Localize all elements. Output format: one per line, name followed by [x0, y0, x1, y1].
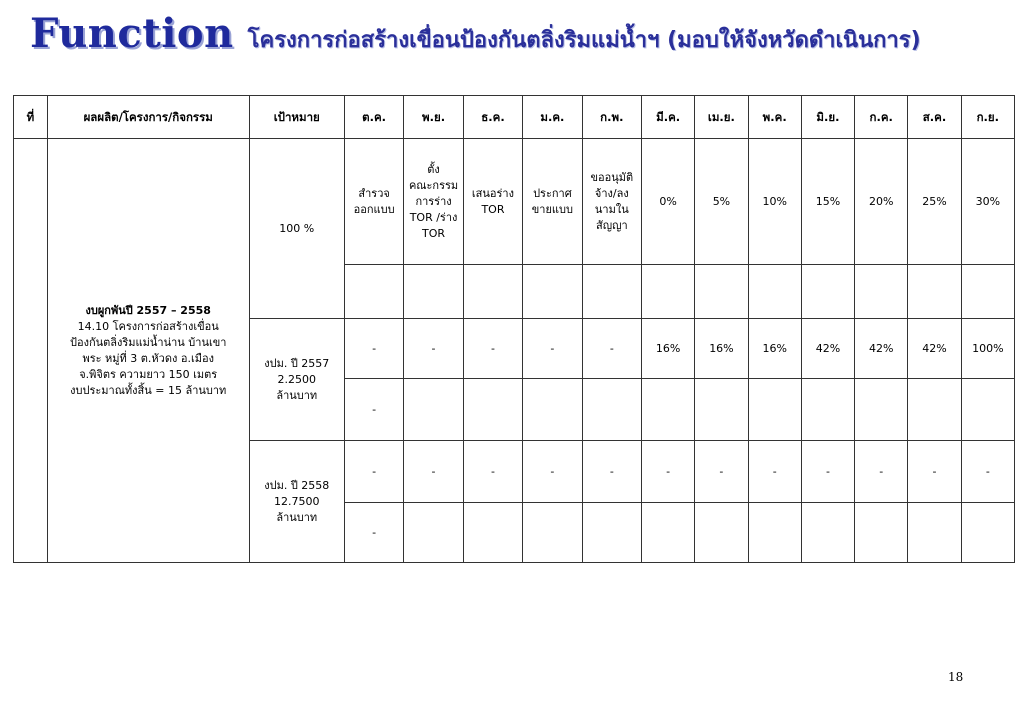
product-cell [47, 139, 249, 563]
product-line: 14.10 โครงการก่อสร้างเขื่อน [77, 319, 219, 333]
result-cell [642, 379, 695, 441]
target-line: งปม. ปี 2557 [264, 356, 330, 370]
target-line: 2.2500 [277, 372, 317, 386]
cell-line: TOR [422, 226, 446, 240]
header-month: ก.ย. [961, 96, 1014, 139]
result-cell: - [344, 379, 403, 441]
target-cell [249, 319, 344, 441]
product-heading: งบผูกพันปี 2557 – 2558 [85, 303, 211, 317]
month-cell: - [463, 441, 522, 503]
cell-line: TOR /ร่าง [409, 210, 458, 224]
month-cell: - [961, 441, 1014, 503]
result-cell [404, 503, 463, 563]
target-line: ล้านบาท [276, 510, 318, 524]
result-cell [748, 379, 801, 441]
result-cell [801, 379, 854, 441]
result-cell [961, 379, 1014, 441]
month-cell: - [463, 319, 522, 379]
result-cell [748, 503, 801, 563]
result-cell [801, 503, 854, 563]
result-cell [801, 265, 854, 319]
cell-line: สัญญา [595, 218, 628, 232]
header-month: ม.ค. [523, 96, 582, 139]
month-cell: - [582, 441, 641, 503]
header-no: ที่ [14, 96, 48, 139]
result-cell [961, 503, 1014, 563]
result-cell [404, 265, 463, 319]
result-cell [582, 379, 641, 441]
month-cell: 20% [855, 139, 908, 265]
cell-line: ประกาศ [533, 186, 572, 200]
header-month: ก.ค. [855, 96, 908, 139]
month-cell [463, 139, 522, 265]
result-cell [642, 265, 695, 319]
result-cell [855, 265, 908, 319]
result-cell [463, 503, 522, 563]
month-cell: - [523, 319, 582, 379]
result-cell [961, 265, 1014, 319]
target-cell: 100 % [249, 139, 344, 319]
product-line: งบประมาณทั้งสิ้น = 15 ล้านบาท [70, 383, 227, 397]
header-target: เป้าหมาย [249, 96, 344, 139]
month-cell: - [582, 319, 641, 379]
month-cell [523, 139, 582, 265]
result-cell [855, 379, 908, 441]
result-cell [908, 503, 961, 563]
target-line: งปม. ปี 2558 [264, 478, 330, 492]
month-cell: 16% [748, 319, 801, 379]
month-cell: 42% [801, 319, 854, 379]
result-cell [404, 379, 463, 441]
target-cell [249, 441, 344, 563]
month-cell: - [695, 441, 748, 503]
header-month: มิ.ย. [801, 96, 854, 139]
month-cell: - [344, 319, 403, 379]
month-cell: 15% [801, 139, 854, 265]
header-month: ธ.ค. [463, 96, 522, 139]
cell-line: จ้าง/ลง [594, 186, 629, 200]
month-cell [404, 139, 463, 265]
result-cell: - [344, 503, 403, 563]
month-cell: 16% [642, 319, 695, 379]
month-cell: 10% [748, 139, 801, 265]
month-cell: 42% [855, 319, 908, 379]
header-month: เม.ย. [695, 96, 748, 139]
month-cell: 0% [642, 139, 695, 265]
month-cell: 5% [695, 139, 748, 265]
product-line: ป้องกันตลิ่งริมแม่น้ำน่าน บ้านเขา [69, 335, 227, 349]
title-subtitle: โครงการก่อสร้างเขื่อนป้องกันตลิ่งริมแม่น้ำฯ (มอบให้จังหวัดดำเนินการ) [247, 28, 921, 53]
header-month: ต.ค. [344, 96, 403, 139]
result-cell [908, 265, 961, 319]
result-cell [523, 503, 582, 563]
table-row [14, 139, 1015, 265]
page-number: 18 [948, 670, 964, 684]
cell-line: คณะกรรม [408, 178, 459, 192]
plan-table [13, 95, 1015, 563]
result-cell [855, 503, 908, 563]
header-month: ก.พ. [582, 96, 641, 139]
month-cell: 30% [961, 139, 1014, 265]
result-cell [582, 265, 641, 319]
result-cell [748, 265, 801, 319]
cell-line: สำรวจ [358, 186, 390, 200]
result-cell [908, 379, 961, 441]
result-cell [463, 265, 522, 319]
result-cell [695, 503, 748, 563]
target-line: ล้านบาท [276, 388, 318, 402]
title-main: Function [30, 10, 234, 57]
month-cell: - [404, 319, 463, 379]
header-month: ส.ค. [908, 96, 961, 139]
month-cell: - [855, 441, 908, 503]
result-cell [642, 503, 695, 563]
cell-line: ขออนุมัติ [590, 170, 634, 184]
month-cell: 16% [695, 319, 748, 379]
header-month: พ.ค. [748, 96, 801, 139]
month-cell: 42% [908, 319, 961, 379]
month-cell: - [523, 441, 582, 503]
target-line: 12.7500 [274, 494, 320, 508]
month-cell: - [642, 441, 695, 503]
cell-line: ออกแบบ [353, 202, 395, 216]
page-title [30, 10, 921, 62]
month-cell: 100% [961, 319, 1014, 379]
no-cell [14, 139, 48, 563]
month-cell [582, 139, 641, 265]
month-cell: - [801, 441, 854, 503]
month-cell: - [404, 441, 463, 503]
result-cell [695, 379, 748, 441]
product-line: จ.พิจิตร ความยาว 150 เมตร [79, 367, 218, 381]
header-row [14, 96, 1015, 139]
result-cell [695, 265, 748, 319]
month-cell [344, 139, 403, 265]
result-cell [582, 503, 641, 563]
month-cell: - [344, 441, 403, 503]
cell-line: TOR [481, 202, 505, 216]
month-cell: 25% [908, 139, 961, 265]
header-product: ผลผลิต/โครงการ/กิจกรรม [47, 96, 249, 139]
header-month: มี.ค. [642, 96, 695, 139]
cell-line: ตั้ง [427, 162, 440, 176]
result-cell [344, 265, 403, 319]
result-cell [463, 379, 522, 441]
cell-line: นามใน [594, 202, 629, 216]
month-cell: - [748, 441, 801, 503]
product-line: พระ หมู่ที่ 3 ต.หัวดง อ.เมือง [82, 351, 214, 365]
cell-line: การร่าง [415, 194, 452, 208]
header-month: พ.ย. [404, 96, 463, 139]
cell-line: เสนอร่าง [471, 186, 514, 200]
result-cell [523, 379, 582, 441]
month-cell: - [908, 441, 961, 503]
result-cell [523, 265, 582, 319]
cell-line: ขายแบบ [531, 202, 573, 216]
